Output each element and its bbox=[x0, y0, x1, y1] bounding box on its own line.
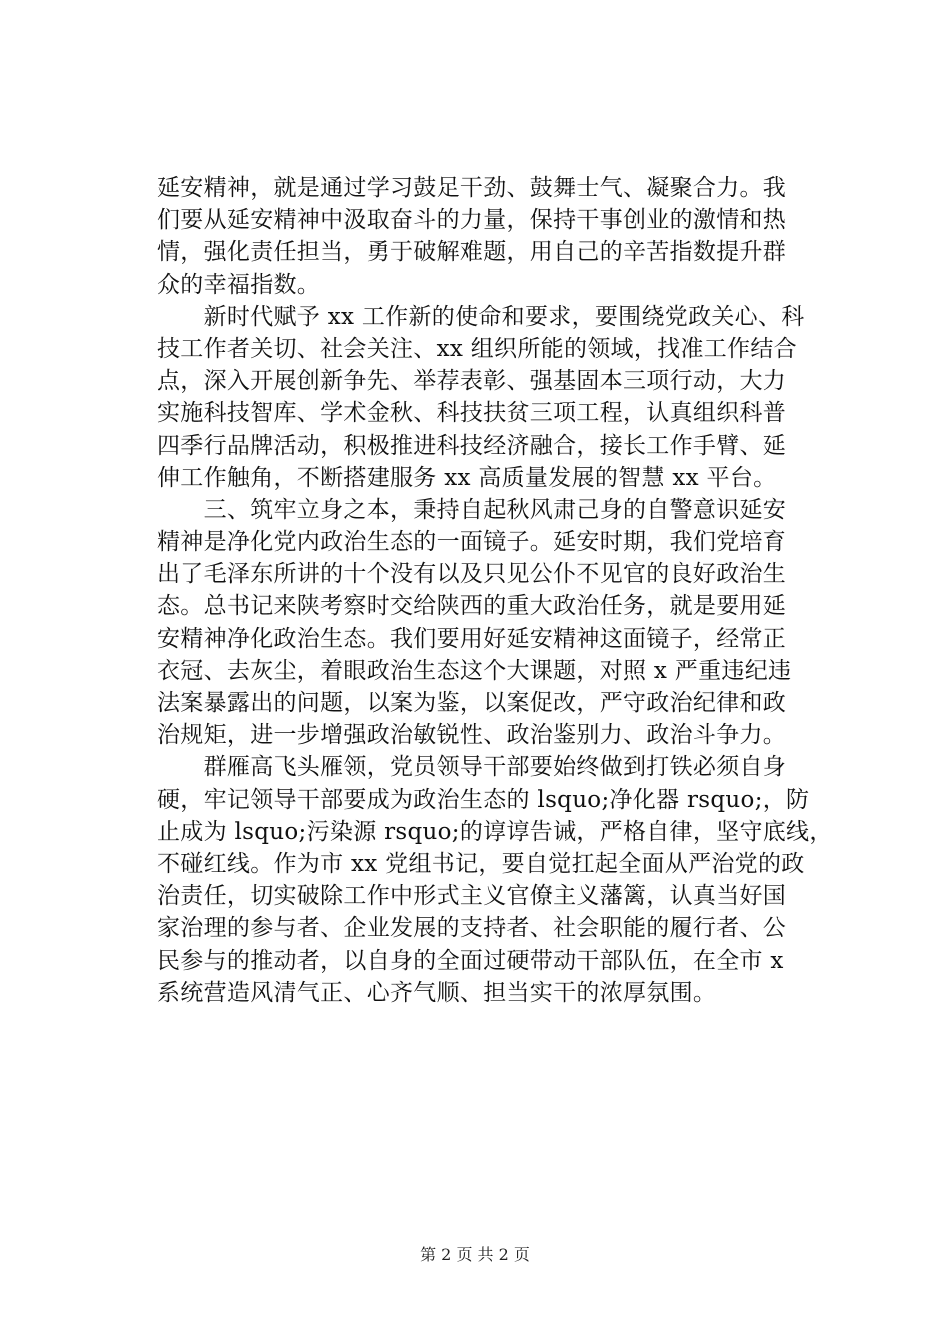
text-line: 群雁高飞头雁领，党员领导干部要始终做到打铁必须自身 bbox=[157, 754, 787, 781]
text-line: 止成为 lsquo;污染源 rsquo;的谆谆告诫，严格自律，坚守底线， bbox=[157, 818, 833, 845]
text-line: 延安精神，就是通过学习鼓足干劲、鼓舞士气、凝聚合力。我 bbox=[157, 175, 787, 201]
text-line: 硬，牢记领导干部要成为政治生态的 lsquo;净化器 rsquo;，防 bbox=[157, 786, 810, 813]
text-line: 系统营造风清气正、心齐气顺、担当实干的浓厚氛围。 bbox=[157, 979, 717, 1006]
text-line: 精神是净化党内政治生态的一面镜子。延安时期，我们党培育 bbox=[157, 529, 787, 556]
text-line: 衣冠、去灰尘，着眼政治生态这个大课题，对照 x 严重违纪违 bbox=[157, 657, 792, 684]
text-line: 新时代赋予 xx 工作新的使命和要求，要围绕党政关心、科 bbox=[157, 303, 805, 330]
text-line: 点，深入开展创新争先、举荐表彰、强基固本三项行动，大力 bbox=[157, 368, 787, 395]
text-line: 出了毛泽东所讲的十个没有以及只见公仆不见官的良好政治生 bbox=[157, 561, 787, 588]
page-number-footer: 第 2 页 共 2 页 bbox=[420, 1245, 530, 1264]
document-body bbox=[157, 172, 857, 1009]
text-line: 不碰红线。作为市 xx 党组书记，要自觉扛起全面从严治党的政 bbox=[157, 850, 805, 877]
text-line: 四季行品牌活动，积极推进科技经济融合，接长工作手臂、延 bbox=[157, 432, 787, 459]
text-line: 治责任，切实破除工作中形式主义官僚主义藩篱，认真当好国 bbox=[157, 883, 787, 910]
text-line: 情，强化责任担当，勇于破解难题，用自己的辛苦指数提升群 bbox=[157, 239, 787, 266]
text-line: 众的幸福指数。 bbox=[157, 271, 321, 298]
text-line: 三、筑牢立身之本，秉持自起秋风肃己身的自警意识延安 bbox=[157, 496, 787, 523]
text-line: 态。总书记来陕考察时交给陕西的重大政治任务，就是要用延 bbox=[157, 593, 787, 620]
text-line: 治规矩，进一步增强政治敏锐性、政治鉴别力、政治斗争力。 bbox=[157, 722, 787, 749]
text-line: 家治理的参与者、企业发展的支持者、社会职能的履行者、公 bbox=[157, 915, 787, 942]
text-line: 们要从延安精神中汲取奋斗的力量，保持干事创业的激情和热 bbox=[157, 207, 787, 234]
text-line: 安精神净化政治生态。我们要用好延安精神这面镜子，经常正 bbox=[157, 625, 787, 652]
text-line: 实施科技智库、学术金秋、科技扶贫三项工程，认真组织科普 bbox=[157, 400, 787, 427]
text-line: 民参与的推动者，以自身的全面过硬带动干部队伍，在全市 x bbox=[157, 947, 784, 974]
text-line: 技工作者关切、社会关注、xx 组织所能的领域，找准工作结合 bbox=[157, 335, 797, 362]
text-line: 伸工作触角，不断搭建服务 xx 高质量发展的智慧 xx 平台。 bbox=[157, 464, 777, 491]
text-line: 法案暴露出的问题，以案为鉴，以案促改，严守政治纪律和政 bbox=[157, 690, 787, 716]
